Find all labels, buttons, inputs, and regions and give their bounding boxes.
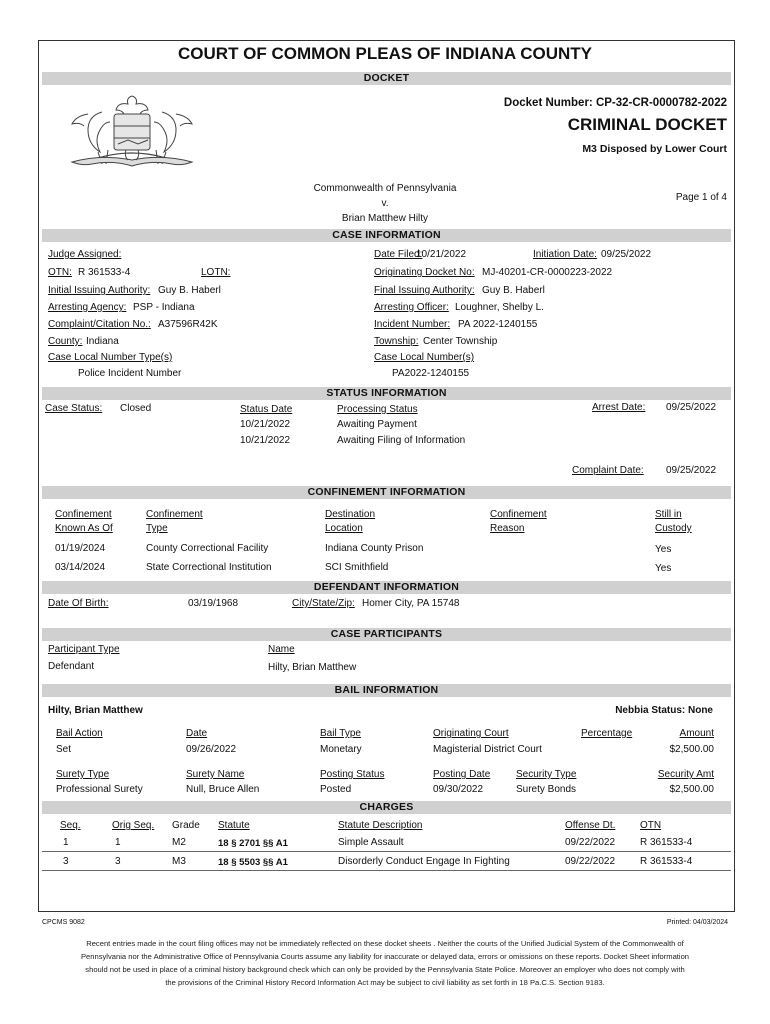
docket-border: [38, 40, 735, 912]
confinement-known-header: Confinement: [55, 509, 112, 520]
statute-header: Statute: [218, 820, 250, 831]
confinement-date: 03/14/2024: [55, 562, 106, 573]
nebbia-status: Nebbia Status: None: [615, 705, 713, 716]
initial-authority-label: Initial Issuing Authority:: [48, 285, 151, 296]
participant-name-value: Hilty, Brian Matthew: [268, 662, 357, 673]
incident-value: PA 2022-1240155: [458, 319, 538, 330]
status-row-status: Awaiting Payment: [337, 419, 417, 430]
form-number: CPCMS 9082: [42, 919, 85, 926]
caption-defendant: Brian Matthew Hilty: [341, 213, 429, 224]
security-amount-label: Security Amt: [657, 769, 714, 780]
posting-status-value: Posted: [320, 784, 352, 795]
confinement-date: 01/19/2024: [55, 543, 106, 554]
docket-bar: DOCKET: [42, 72, 731, 85]
participant-name-label: Name: [268, 644, 295, 655]
surety-name-value: Null, Bruce Allen: [186, 784, 260, 795]
case-status-value: Closed: [120, 403, 152, 414]
disposition: M3 Disposed by Lower Court: [582, 143, 727, 155]
status-information-bar: STATUS INFORMATION: [42, 387, 731, 400]
township-value: Center Township: [423, 336, 498, 347]
arrest-date-value: 09/25/2022: [666, 402, 717, 413]
charge-offense-date: 09/22/2022: [565, 837, 616, 848]
docket-number: Docket Number: CP-32-CR-0000782-2022: [503, 97, 727, 109]
confinement-known-header: Known As Of: [55, 523, 113, 534]
bail-action-value: Set: [56, 744, 72, 755]
caption-v: v.: [381, 198, 389, 209]
bail-action-label: Bail Action: [56, 728, 103, 739]
percentage-label: Percentage: [581, 728, 633, 739]
orig-seq-header: Orig Seq.: [112, 820, 155, 831]
case-status-label: Case Status:: [45, 403, 103, 414]
township-label: Township:: [374, 336, 419, 347]
bail-date-value: 09/26/2022: [186, 744, 237, 755]
case-participants-bar: CASE PARTICIPANTS: [42, 628, 731, 641]
charge-otn: R 361533-4: [640, 856, 693, 867]
surety-type-label: Surety Type: [56, 769, 110, 780]
county-label: County:: [48, 336, 83, 347]
seq-header: Seq.: [60, 820, 81, 831]
statute-description-header: Statute Description: [338, 820, 423, 831]
security-type-value: Surety Bonds: [516, 784, 577, 795]
pennsylvania-coat-of-arms-icon: [58, 92, 206, 170]
status-row-status: Awaiting Filing of Information: [337, 435, 466, 446]
dob-label: Date Of Birth:: [48, 598, 109, 609]
status-date-label: Status Date: [240, 404, 293, 415]
defendant-information-bar: DEFENDANT INFORMATION: [42, 581, 731, 594]
bail-type-value: Monetary: [320, 744, 362, 755]
bail-defendant-name: Hilty, Brian Matthew: [48, 705, 143, 716]
confinement-type-header: Type: [146, 523, 168, 534]
charge-orig-seq: 1: [115, 837, 121, 848]
amount-value: $2,500.00: [669, 744, 714, 755]
date-filed-label: Date Filed:: [374, 249, 423, 260]
confinement-reason-header: Reason: [490, 523, 525, 534]
initiation-value: 09/25/2022: [601, 249, 652, 260]
local-number-value: PA2022-1240155: [392, 368, 470, 379]
arresting-agency-label: Arresting Agency:: [48, 302, 127, 313]
arresting-officer-label: Arresting Officer:: [374, 302, 449, 313]
posting-date-label: Posting Date: [433, 769, 491, 780]
final-authority-label: Final Issuing Authority:: [374, 285, 475, 296]
custody-header: Still in: [655, 509, 682, 520]
arrest-date-label: Arrest Date:: [592, 402, 646, 413]
initial-authority-value: Guy B. Haberl: [158, 285, 221, 296]
confinement-custody: Yes: [655, 563, 672, 574]
caption-plaintiff: Commonwealth of Pennsylvania: [313, 183, 457, 194]
city-state-zip-label: City/State/Zip:: [292, 598, 355, 609]
charge-grade: M3: [172, 856, 186, 867]
orig-docket-value: MJ-40201-CR-0000223-2022: [482, 267, 613, 278]
otn-label: OTN:: [48, 267, 72, 278]
security-amount-value: $2,500.00: [669, 784, 714, 795]
orig-docket-label: Originating Docket No:: [374, 267, 475, 278]
confinement-location: Indiana County Prison: [325, 543, 424, 554]
otn-header: OTN: [640, 820, 662, 831]
confinement-type-header: Confinement: [146, 509, 203, 520]
grade-header: Grade: [172, 820, 200, 831]
local-number-label: Case Local Number(s): [374, 352, 475, 363]
charges-bar: CHARGES: [42, 801, 731, 814]
posting-status-label: Posting Status: [320, 769, 385, 780]
complaint-label: Complaint/Citation No.:: [48, 319, 151, 330]
destination-header: Location: [325, 523, 363, 534]
confinement-type: State Correctional Institution: [146, 562, 272, 573]
charge-description: Simple Assault: [338, 837, 404, 848]
final-authority-value: Guy B. Haberl: [482, 285, 545, 296]
charge-seq: 1: [63, 837, 69, 848]
case-information-bar: CASE INFORMATION: [42, 229, 731, 242]
city-state-zip-value: Homer City, PA 15748: [362, 598, 460, 609]
arresting-officer-value: Loughner, Shelby L.: [455, 302, 544, 313]
charge-grade: M2: [172, 837, 186, 848]
confinement-location: SCI Smithfield: [325, 562, 389, 573]
bail-date-label: Date: [186, 728, 208, 739]
confinement-information-bar: CONFINEMENT INFORMATION: [42, 486, 731, 499]
charge-offense-date: 09/22/2022: [565, 856, 616, 867]
judge-label: Judge Assigned:: [48, 249, 122, 260]
county-value: Indiana: [86, 336, 119, 347]
docket-type: CRIMINAL DOCKET: [567, 115, 727, 134]
charge-orig-seq: 3: [115, 856, 121, 867]
complaint-value: A37596R42K: [158, 319, 218, 330]
surety-type-value: Professional Surety: [56, 784, 143, 795]
originating-court-value: Magisterial District Court: [433, 744, 542, 755]
local-type-value: Police Incident Number: [78, 368, 182, 379]
incident-label: Incident Number:: [374, 319, 451, 330]
local-type-label: Case Local Number Type(s): [48, 352, 173, 363]
charge-row-divider: [42, 851, 731, 852]
status-row-date: 10/21/2022: [240, 419, 291, 430]
custody-header: Custody: [655, 523, 692, 534]
offense-date-header: Offense Dt.: [565, 820, 616, 831]
amount-label: Amount: [679, 728, 714, 739]
charge-otn: R 361533-4: [640, 837, 693, 848]
bail-information-bar: BAIL INFORMATION: [42, 684, 731, 697]
arresting-agency-value: PSP - Indiana: [133, 302, 195, 313]
complaint-date-label: Complaint Date:: [572, 465, 644, 476]
bail-type-label: Bail Type: [320, 728, 361, 739]
page-number: Page 1 of 4: [675, 192, 727, 203]
printed-date: Printed: 04/03/2024: [666, 919, 728, 926]
lotn-label: LOTN:: [201, 267, 231, 278]
charge-row-divider: [42, 870, 731, 871]
dob-value: 03/19/1968: [188, 598, 239, 609]
destination-header: Destination: [325, 509, 376, 520]
posting-date-value: 09/30/2022: [433, 784, 484, 795]
originating-court-label: Originating Court: [433, 728, 509, 739]
complaint-date-value: 09/25/2022: [666, 465, 717, 476]
confinement-reason-header: Confinement: [490, 509, 547, 520]
initiation-label: Initiation Date:: [533, 249, 597, 260]
confinement-custody: Yes: [655, 544, 672, 555]
participant-type-value: Defendant: [48, 661, 95, 672]
status-row-date: 10/21/2022: [240, 435, 291, 446]
processing-status-label: Processing Status: [337, 404, 418, 415]
participant-type-label: Participant Type: [48, 644, 120, 655]
charge-seq: 3: [63, 856, 69, 867]
charge-description: Disorderly Conduct Engage In Fighting: [338, 856, 510, 867]
otn-value: R 361533-4: [78, 267, 131, 278]
charge-statute: 18 § 5503 §§ A1: [218, 857, 288, 868]
confinement-type: County Correctional Facility: [146, 543, 269, 554]
date-filed-value: 10/21/2022: [416, 249, 467, 260]
disclaimer: Recent entries made in the court filing offices may not be immediately reflected on these docket sheets . Neither the courts of the Unified Judicial System of the Commonwealth of Pennsylvania nor the Administrative Office of Pennsylvania Courts assume any liability for inaccurate or delayed data, errors or omissions on these reports. Docket Sheet information should not be used in place of a criminal history background check which can only be provided by the Pennsylvania State Police. Moreover an employer who does not comply with the provisions of the Criminal History Record Information Act may be subject to civil liability as set forth in 18 Pa.C.S. Section 9183.: [80, 939, 690, 987]
charge-statute: 18 § 2701 §§ A1: [218, 838, 288, 849]
surety-name-label: Surety Name: [186, 769, 245, 780]
court-title: COURT OF COMMON PLEAS OF INDIANA COUNTY: [178, 44, 592, 63]
security-type-label: Security Type: [516, 769, 577, 780]
